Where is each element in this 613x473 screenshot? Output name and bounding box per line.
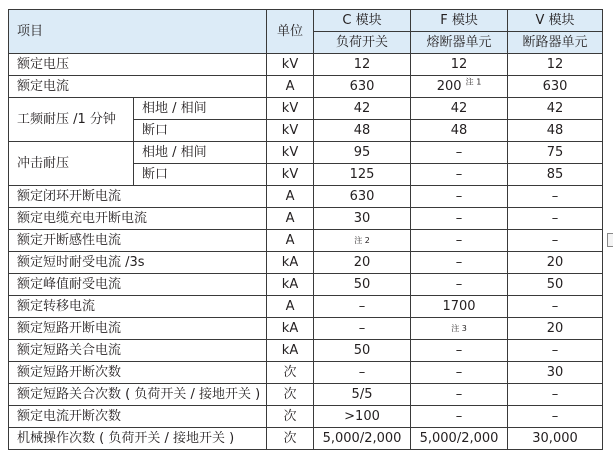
row-f-value: 1700: [411, 296, 508, 318]
row-v-value: 12: [508, 54, 603, 76]
row-c-value: –: [314, 318, 411, 340]
row-group-label: 冲击耐压: [9, 142, 134, 186]
row-unit: A: [267, 296, 314, 318]
row-v-value: –: [508, 208, 603, 230]
row-v-value: 20: [508, 252, 603, 274]
header-row-1: [9, 10, 603, 32]
row-f-value: –: [411, 340, 508, 362]
row-unit: kA: [267, 340, 314, 362]
row-c-value: 30: [314, 208, 411, 230]
row-c-value: 5,000/2,000: [314, 428, 411, 450]
header-c-module: C 模块: [314, 10, 411, 32]
row-label: 额定转移电流: [9, 296, 267, 318]
table-row: [9, 54, 603, 76]
row-unit: kA: [267, 318, 314, 340]
row-c-value: 5/5: [314, 384, 411, 406]
row-v-value: 42: [508, 98, 603, 120]
row-f-value: –: [411, 362, 508, 384]
row-f-value: –: [411, 406, 508, 428]
row-label: 额定电流开断次数: [9, 406, 267, 428]
table-row: [9, 230, 603, 252]
row-c-value: >100: [314, 406, 411, 428]
row-unit: kV: [267, 164, 314, 186]
header-c-sub: 负荷开关: [314, 32, 411, 54]
row-f-value: 注 3: [411, 318, 508, 340]
row-v-value: 75: [508, 142, 603, 164]
row-v-value: –: [508, 406, 603, 428]
row-f-value: [411, 76, 508, 98]
row-label: 额定电流: [9, 76, 267, 98]
row-f-value: 48: [411, 120, 508, 142]
row-v-value: 85: [508, 164, 603, 186]
row-sub-label: 断口: [134, 120, 267, 142]
header-v-sub: 断路器单元: [508, 32, 603, 54]
table-row: [9, 142, 603, 164]
table-row: [9, 362, 603, 384]
spec-table: [8, 9, 603, 450]
row-c-value: –: [314, 296, 411, 318]
row-c-value: 注 2: [314, 230, 411, 252]
row-v-value: –: [508, 186, 603, 208]
footnote-marker: 注 1: [465, 77, 482, 87]
row-f-value: 12: [411, 54, 508, 76]
row-c-value: 20: [314, 252, 411, 274]
row-f-value: –: [411, 208, 508, 230]
row-v-value: 30: [508, 362, 603, 384]
row-unit: 次: [267, 428, 314, 450]
row-c-value: 630: [314, 186, 411, 208]
row-unit: kV: [267, 98, 314, 120]
row-c-value: 95: [314, 142, 411, 164]
row-unit: A: [267, 230, 314, 252]
header-item: 项目: [9, 10, 267, 54]
row-label: 额定闭环开断电流: [9, 186, 267, 208]
row-label: 额定电缆充电开断电流: [9, 208, 267, 230]
row-unit: 次: [267, 384, 314, 406]
row-v-value: 50: [508, 274, 603, 296]
header-f-sub: 熔断器单元: [411, 32, 508, 54]
row-c-value: –: [314, 362, 411, 384]
f-value-text: 200: [436, 79, 462, 94]
row-unit: kV: [267, 120, 314, 142]
row-f-value: –: [411, 164, 508, 186]
table-row: [9, 208, 603, 230]
table-row: [9, 186, 603, 208]
row-f-value: –: [411, 274, 508, 296]
table-row: [9, 318, 603, 340]
row-unit: 次: [267, 362, 314, 384]
row-c-value: 630: [314, 76, 411, 98]
row-sub-label: 相地 / 相间: [134, 98, 267, 120]
table-row: [9, 252, 603, 274]
row-sub-label: 断口: [134, 164, 267, 186]
header-v-module: V 模块: [508, 10, 603, 32]
row-v-value: 630: [508, 76, 603, 98]
row-c-value: 50: [314, 274, 411, 296]
row-f-value: –: [411, 186, 508, 208]
row-unit: A: [267, 76, 314, 98]
row-f-value: 42: [411, 98, 508, 120]
header-unit: 单位: [267, 10, 314, 54]
header-f-module: F 模块: [411, 10, 508, 32]
row-v-value: –: [508, 340, 603, 362]
row-f-value: 5,000/2,000: [411, 428, 508, 450]
row-f-value: –: [411, 142, 508, 164]
table-row: [9, 406, 603, 428]
row-label: 额定短时耐受电流 /3s: [9, 252, 267, 274]
row-c-value: 50: [314, 340, 411, 362]
row-c-value: 42: [314, 98, 411, 120]
row-v-value: 48: [508, 120, 603, 142]
row-unit: kV: [267, 142, 314, 164]
row-c-value: 125: [314, 164, 411, 186]
spec-table-container: [8, 9, 602, 450]
row-f-value: –: [411, 384, 508, 406]
row-label: 额定短路关合电流: [9, 340, 267, 362]
row-label: 额定峰值耐受电流: [9, 274, 267, 296]
row-c-value: 48: [314, 120, 411, 142]
table-row: [9, 340, 603, 362]
side-scroll-handle[interactable]: [607, 233, 613, 247]
table-row: [9, 98, 603, 120]
row-f-value: –: [411, 252, 508, 274]
row-v-value: –: [508, 296, 603, 318]
table-row: [9, 384, 603, 406]
row-sub-label: 相地 / 相间: [134, 142, 267, 164]
row-label: 额定短路关合次数 ( 负荷开关 / 接地开关 ): [9, 384, 267, 406]
row-v-value: –: [508, 230, 603, 252]
row-v-value: 30,000: [508, 428, 603, 450]
row-unit: A: [267, 208, 314, 230]
row-unit: A: [267, 186, 314, 208]
row-label: 额定开断感性电流: [9, 230, 267, 252]
row-group-label: 工频耐压 /1 分钟: [9, 98, 134, 142]
row-label: 额定电压: [9, 54, 267, 76]
row-label: 额定短路开断电流: [9, 318, 267, 340]
row-label: 机械操作次数 ( 负荷开关 / 接地开关 ): [9, 428, 267, 450]
row-label: 额定短路开断次数: [9, 362, 267, 384]
row-c-value: 12: [314, 54, 411, 76]
row-v-value: 20: [508, 318, 603, 340]
table-row: [9, 296, 603, 318]
row-unit: 次: [267, 406, 314, 428]
row-unit: kV: [267, 54, 314, 76]
table-row: [9, 428, 603, 450]
table-row: [9, 76, 603, 98]
table-row: [9, 274, 603, 296]
row-v-value: –: [508, 384, 603, 406]
row-unit: kA: [267, 252, 314, 274]
row-unit: kA: [267, 274, 314, 296]
row-f-value: –: [411, 230, 508, 252]
